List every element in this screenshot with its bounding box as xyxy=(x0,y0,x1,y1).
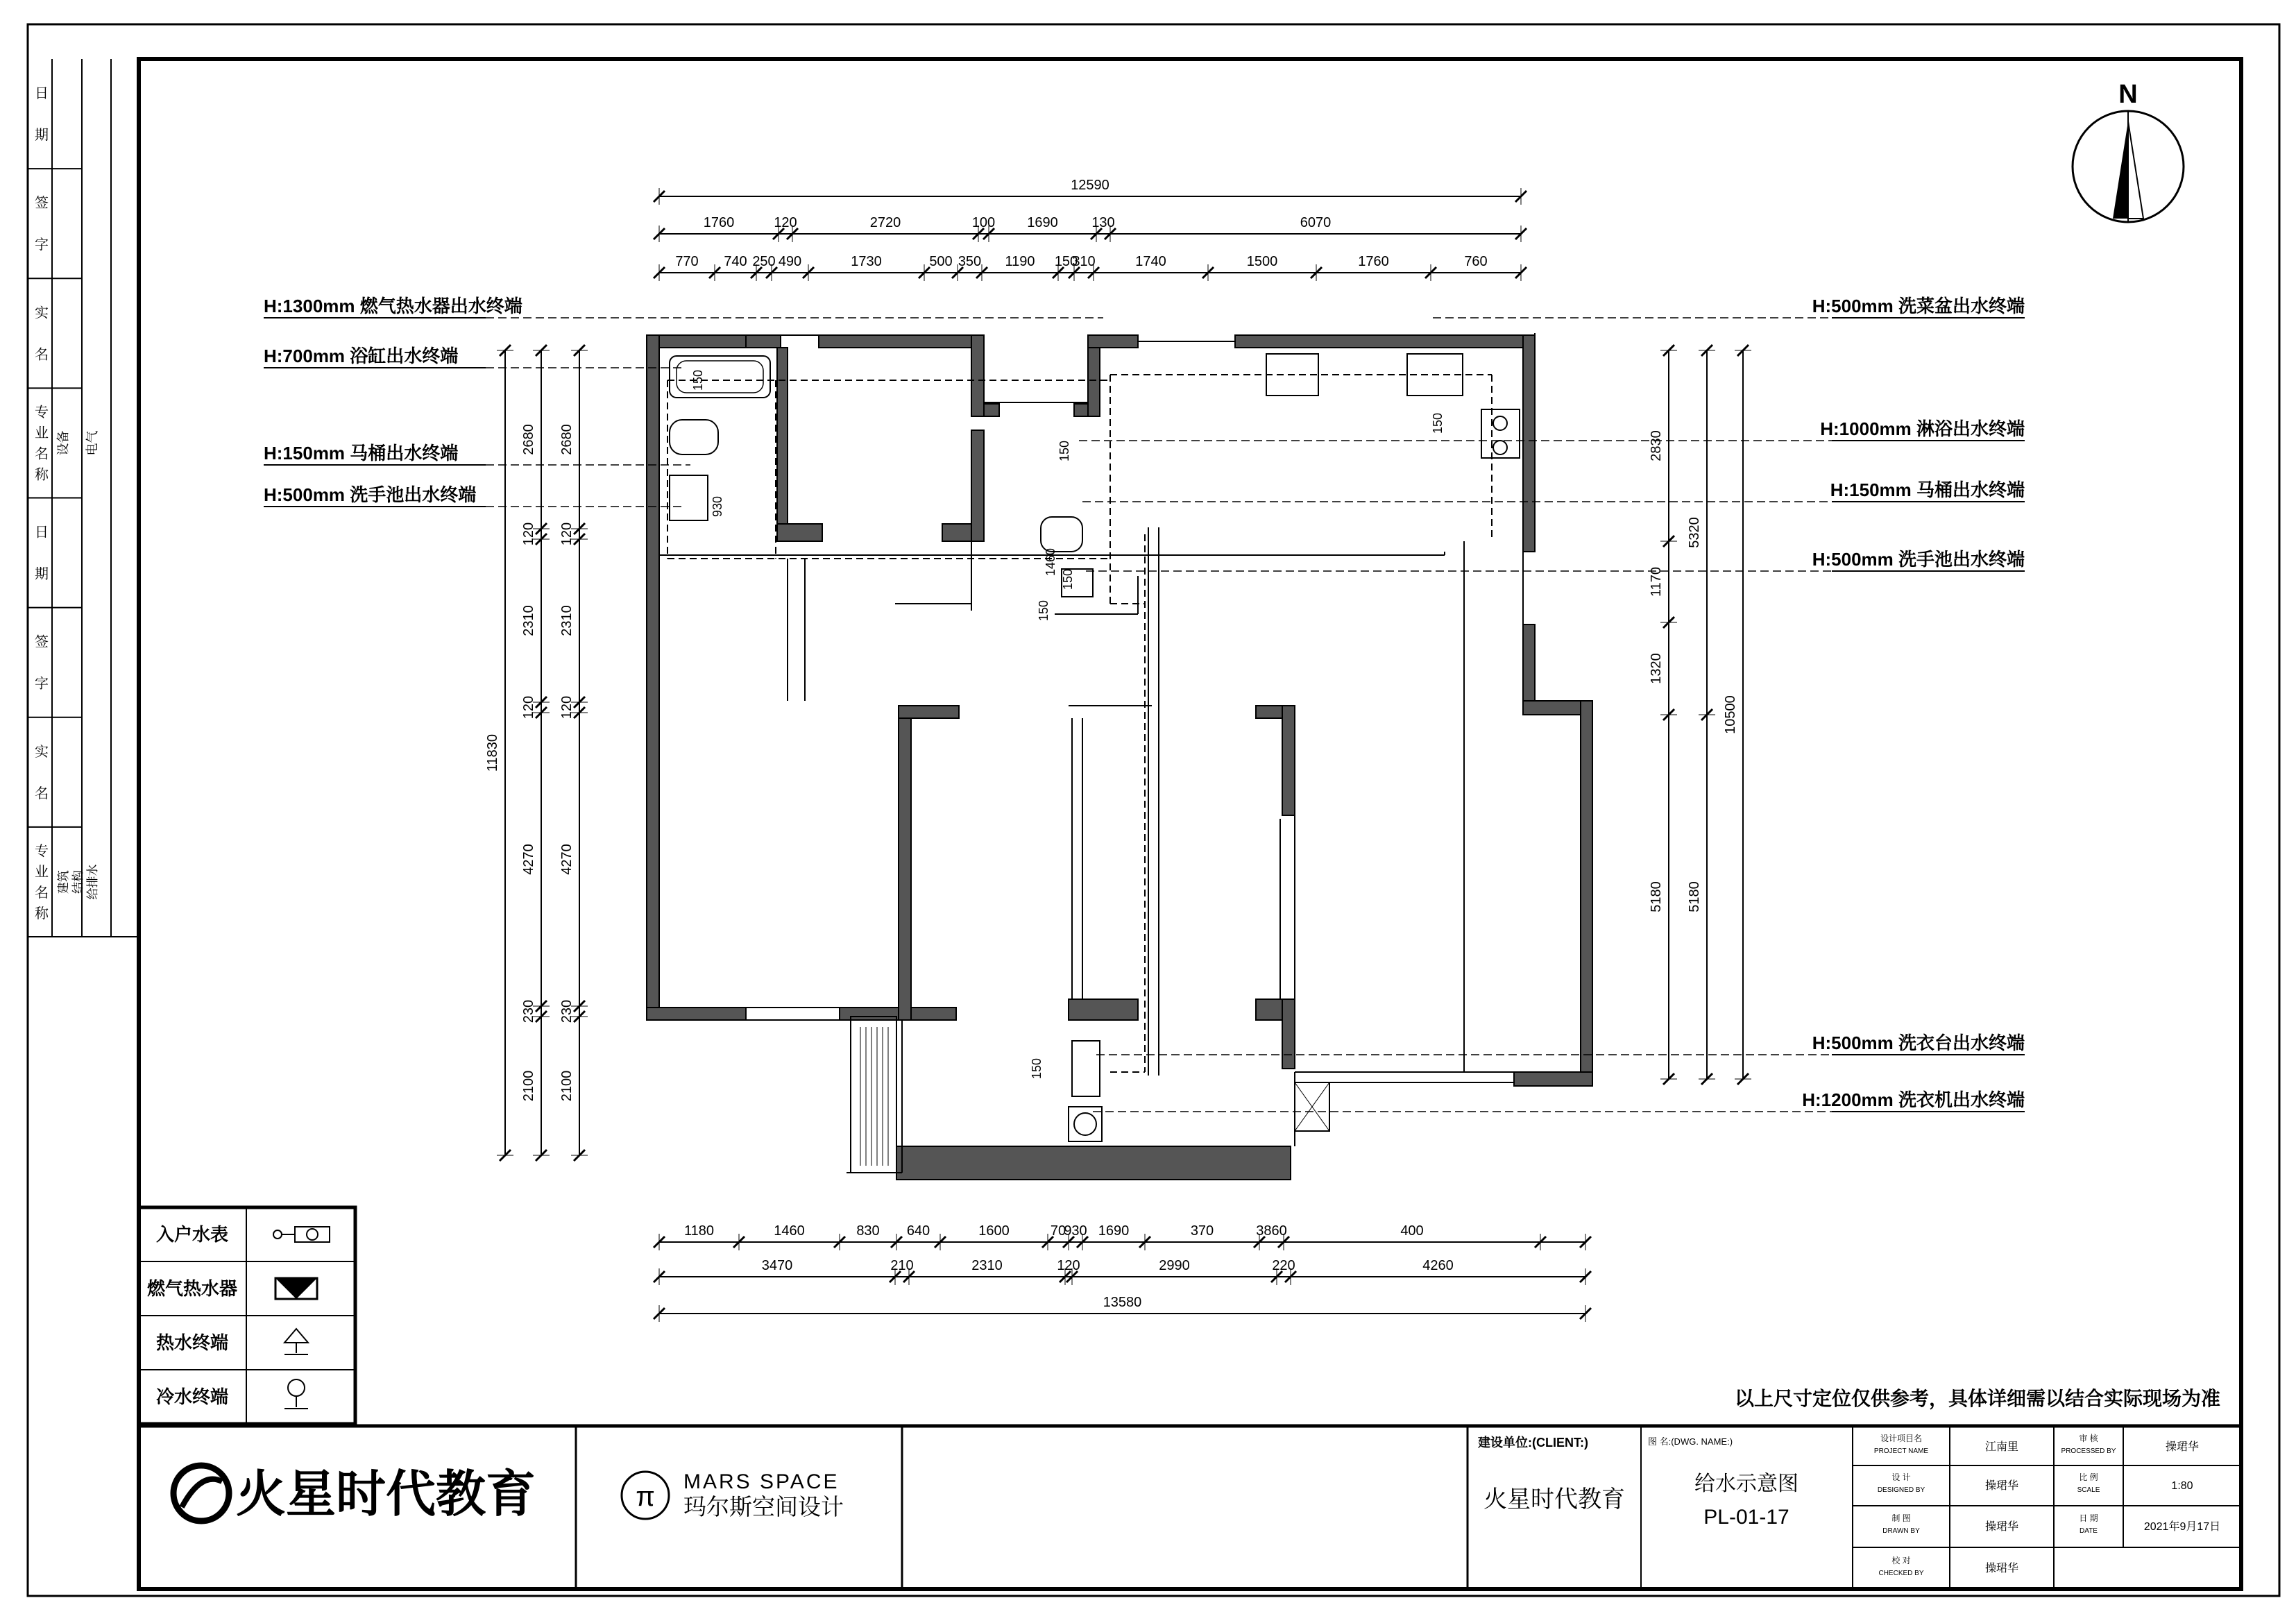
dim-value: 5180 xyxy=(1687,881,1702,912)
burner-icon xyxy=(1493,441,1507,454)
dim-value: 2310 xyxy=(971,1258,1003,1273)
logo-cn: 玛尔斯空间设计 xyxy=(683,1494,844,1520)
dim-value: 310 xyxy=(1072,254,1096,269)
strip-discipline: 设备 xyxy=(56,430,70,456)
dim-value: 13580 xyxy=(1103,1295,1142,1310)
strip-label: 字 xyxy=(35,237,49,253)
legend-label: 热水终端 xyxy=(155,1332,229,1353)
dim-value: 1730 xyxy=(851,254,882,269)
floor-plan xyxy=(647,333,1592,1180)
wall xyxy=(1514,1072,1592,1086)
logo-en: MARS SPACE xyxy=(683,1470,840,1493)
project-value: 江南里 xyxy=(1984,1441,2019,1453)
logo-text: 火星时代教育 xyxy=(236,1467,536,1522)
strip-discipline: 电气 xyxy=(85,430,99,456)
dim-value: 3470 xyxy=(761,1258,793,1273)
wall xyxy=(1581,701,1592,1086)
mars-education-logo xyxy=(173,1465,536,1522)
dim-value: 760 xyxy=(1464,254,1488,269)
dim-value: 350 xyxy=(958,254,982,269)
dim-value: 120 xyxy=(774,215,797,230)
dim-value: 10500 xyxy=(1723,695,1738,734)
dim-value: 4270 xyxy=(559,844,575,875)
processed-label-cn: 审 核 xyxy=(2079,1434,2098,1443)
inner-frame xyxy=(139,59,2241,1589)
laundry-tub-icon xyxy=(1072,1041,1100,1096)
strip-label: 日 xyxy=(35,86,49,102)
dim-value: 500 xyxy=(929,254,953,269)
strip-label: 签 xyxy=(35,196,49,212)
dim-value: 1500 xyxy=(1246,254,1278,269)
fixture-height-mark: 150 xyxy=(1061,568,1075,590)
drawn-value: 操珺华 xyxy=(1984,1521,2019,1533)
dim-value: 1740 xyxy=(1135,254,1166,269)
fixture-height-mark: 150 xyxy=(691,369,705,391)
dim-value: 3860 xyxy=(1256,1223,1287,1239)
cold-water-terminal-icon xyxy=(284,1379,308,1409)
north-compass xyxy=(2073,80,2184,222)
strip-label: 名 xyxy=(35,885,49,901)
dim-value: 1180 xyxy=(683,1223,715,1239)
dim-value: 2100 xyxy=(521,1070,536,1102)
legend-label: 燃气热水器 xyxy=(146,1278,238,1299)
dim-value: 120 xyxy=(559,522,575,546)
wall xyxy=(1088,335,1138,348)
dim-value: 830 xyxy=(856,1223,880,1239)
hot-water-terminal-icon xyxy=(284,1329,308,1354)
client-name: 火星时代教育 xyxy=(1483,1486,1625,1513)
checked-label-en: CHECKED BY xyxy=(1878,1570,1924,1577)
dim-value: 12590 xyxy=(1071,178,1109,193)
dim-value: 120 xyxy=(1057,1258,1080,1273)
dim-value: 770 xyxy=(675,254,699,269)
washbasin-icon xyxy=(670,475,708,520)
wall xyxy=(984,404,999,416)
dim-value: 1760 xyxy=(703,215,735,230)
dim-value: 100 xyxy=(971,215,996,230)
strip-label: 名 xyxy=(35,347,49,363)
dim-value: 1460 xyxy=(774,1223,805,1239)
designed-label-en: DESIGNED BY xyxy=(1877,1486,1925,1494)
dim-value: 2310 xyxy=(559,605,575,636)
dim-value: 250 xyxy=(752,254,776,269)
scale-label-cn: 比 例 xyxy=(2079,1472,2098,1482)
disclaimer-note: 以上尺寸定位仅供参考，具体详细需以结合实际现场为准 xyxy=(1734,1388,2220,1409)
wall xyxy=(1069,999,1138,1020)
date-value: 2021年9月17日 xyxy=(2143,1521,2221,1533)
strip-discipline: 给排水 xyxy=(86,864,99,900)
dim-value: 2990 xyxy=(1159,1258,1190,1273)
wall xyxy=(777,348,788,541)
checked-value: 操珺华 xyxy=(1984,1563,2019,1574)
dim-value: 6070 xyxy=(1300,215,1332,230)
wall xyxy=(647,1008,746,1020)
fixture-height-mark: 150 xyxy=(1037,600,1051,622)
dim-value: 1760 xyxy=(1358,254,1389,269)
fixture-height-mark: 150 xyxy=(1030,1057,1044,1080)
drum-icon xyxy=(1074,1113,1096,1135)
strip-label: 称 xyxy=(35,906,49,921)
bathtub-inner xyxy=(677,361,763,393)
dim-value: 490 xyxy=(778,254,802,269)
compass-needle-icon xyxy=(2113,121,2128,219)
dim-value: 230 xyxy=(559,999,575,1023)
balcony-frame xyxy=(851,1017,896,1173)
designed-value: 操珺华 xyxy=(1984,1480,2019,1492)
pi-icon: π xyxy=(636,1481,655,1512)
legend-label: 冷水终端 xyxy=(155,1386,229,1407)
wall xyxy=(746,335,781,348)
callout-right: H:500mm 洗手池出水终端 xyxy=(1812,549,2025,570)
wall xyxy=(647,335,746,348)
scale-label-en: SCALE xyxy=(2077,1486,2100,1494)
wall xyxy=(1523,335,1535,552)
project-label-en: PROJECT NAME xyxy=(1873,1447,1929,1455)
dim-value: 1690 xyxy=(1098,1223,1130,1239)
date-label-en: DATE xyxy=(2080,1527,2098,1535)
dim-value: 2310 xyxy=(521,605,536,636)
dim-value: 220 xyxy=(1272,1258,1295,1273)
dim-value: 70 xyxy=(1050,1223,1066,1239)
dim-value: 1690 xyxy=(1027,215,1058,230)
dim-value: 4270 xyxy=(521,844,536,875)
fixture-offset-mark: 930 xyxy=(711,495,724,518)
dim-value: 120 xyxy=(521,522,536,546)
callout-left: H:700mm 浴缸出水终端 xyxy=(264,346,459,366)
dim-value: 2720 xyxy=(869,215,901,230)
dim-value: 1320 xyxy=(1649,653,1664,684)
drawing-number: PL-01-17 xyxy=(1703,1506,1789,1529)
callout-right: H:500mm 洗衣台出水终端 xyxy=(1812,1033,2025,1053)
callout-left: H:150mm 马桶出水终端 xyxy=(264,443,459,464)
fixture-height-mark: 150 xyxy=(1431,412,1445,434)
dim-value: 1600 xyxy=(978,1223,1010,1239)
gas-water-heater-icon xyxy=(275,1278,317,1299)
toilet-icon xyxy=(1041,517,1082,552)
strip-label: 期 xyxy=(35,128,49,144)
wall xyxy=(647,335,659,1020)
wall xyxy=(896,1146,1291,1180)
callout-right: H:150mm 马桶出水终端 xyxy=(1830,479,2025,500)
legend-table xyxy=(139,1207,355,1424)
designed-label-cn: 设 计 xyxy=(1891,1472,1911,1482)
dim-value: 400 xyxy=(1400,1223,1424,1239)
water-meter-icon xyxy=(273,1227,330,1242)
legend-label: 入户水表 xyxy=(155,1224,229,1245)
strip-label: 期 xyxy=(35,566,49,582)
strip-label: 业 xyxy=(35,425,49,441)
fixture-offset-mark: 1460 xyxy=(1044,547,1057,577)
callout-right: H:500mm 洗菜盆出水终端 xyxy=(1812,296,2025,316)
drawing-name: 给水示意图 xyxy=(1694,1472,1798,1495)
strip-label: 字 xyxy=(35,676,49,692)
dim-value: 930 xyxy=(1064,1223,1087,1239)
strip-label: 专 xyxy=(35,843,49,859)
north-label: N xyxy=(2118,80,2138,109)
dim-value: 120 xyxy=(559,695,575,720)
wall xyxy=(1282,999,1295,1069)
dim-value: 130 xyxy=(1091,215,1115,230)
wall xyxy=(899,706,911,1020)
strip-label: 签 xyxy=(35,634,49,650)
bathtub-icon xyxy=(670,356,770,398)
dim-value: 1190 xyxy=(1005,254,1035,269)
toilet-icon xyxy=(670,420,718,454)
dim-value: 2680 xyxy=(559,424,575,455)
left-signature-strip xyxy=(28,59,139,937)
wall xyxy=(971,335,984,416)
strip-discipline: 建筑 xyxy=(57,869,70,894)
processed-label-en: PROCESSED BY xyxy=(2061,1447,2116,1455)
burner-icon xyxy=(1493,416,1507,430)
dim-value: 210 xyxy=(890,1258,914,1273)
callout-right: H:1000mm 淋浴出水终端 xyxy=(1820,418,2025,439)
wall xyxy=(1235,335,1535,348)
wall xyxy=(899,706,959,718)
strip-label: 日 xyxy=(35,525,49,541)
project-label-cn: 设计项目名 xyxy=(1880,1434,1923,1443)
callout-right: H:1200mm 洗衣机出水终端 xyxy=(1802,1089,2025,1110)
dim-value: 120 xyxy=(521,695,536,720)
dim-value: 2100 xyxy=(559,1070,575,1102)
wall xyxy=(971,430,984,541)
fixture-height-mark: 150 xyxy=(1057,440,1071,462)
strip-label: 实 xyxy=(35,744,49,760)
dim-value: 230 xyxy=(521,999,536,1023)
dim-value: 1170 xyxy=(1649,566,1664,597)
wall xyxy=(1282,706,1295,815)
callout-left: H:1300mm 燃气热水器出水终端 xyxy=(264,296,522,316)
strip-label: 实 xyxy=(35,305,49,321)
dim-value: 5180 xyxy=(1649,881,1664,912)
dim-value: 5320 xyxy=(1687,517,1702,548)
scale-value: 1:80 xyxy=(2171,1480,2193,1492)
dim-value: 640 xyxy=(906,1223,930,1239)
dim-value: 740 xyxy=(724,254,747,269)
strip-label: 称 xyxy=(35,467,49,483)
wall xyxy=(942,524,971,541)
wall xyxy=(777,524,822,541)
date-label-cn: 日 期 xyxy=(2079,1513,2098,1523)
wall xyxy=(1074,404,1088,416)
dim-value: 2680 xyxy=(521,424,536,455)
drawn-label-cn: 制 图 xyxy=(1891,1513,1911,1523)
strip-label: 业 xyxy=(35,864,49,880)
dim-value: 370 xyxy=(1190,1223,1214,1239)
drawing-label: 图 名:(DWG. NAME:) xyxy=(1648,1436,1733,1447)
dim-value: 4260 xyxy=(1422,1258,1454,1273)
processed-value: 操珺华 xyxy=(2165,1441,2200,1453)
strip-label: 名 xyxy=(35,446,49,462)
strip-discipline: 结构 xyxy=(71,869,85,894)
drawn-label-en: DRAWN BY xyxy=(1882,1527,1920,1535)
title-block xyxy=(139,1426,2241,1589)
client-label: 建设单位:(CLIENT:) xyxy=(1478,1436,1588,1450)
dim-value: 150 xyxy=(1054,254,1078,269)
wall xyxy=(819,335,984,348)
dim-value: 11830 xyxy=(485,733,500,772)
dim-value: 2830 xyxy=(1649,430,1664,461)
strip-label: 名 xyxy=(35,785,49,801)
callout-left: H:500mm 洗手池出水终端 xyxy=(264,484,477,505)
checked-label-cn: 校 对 xyxy=(1891,1556,1911,1565)
strip-label: 专 xyxy=(35,405,49,420)
mars-space-logo xyxy=(622,1470,844,1520)
